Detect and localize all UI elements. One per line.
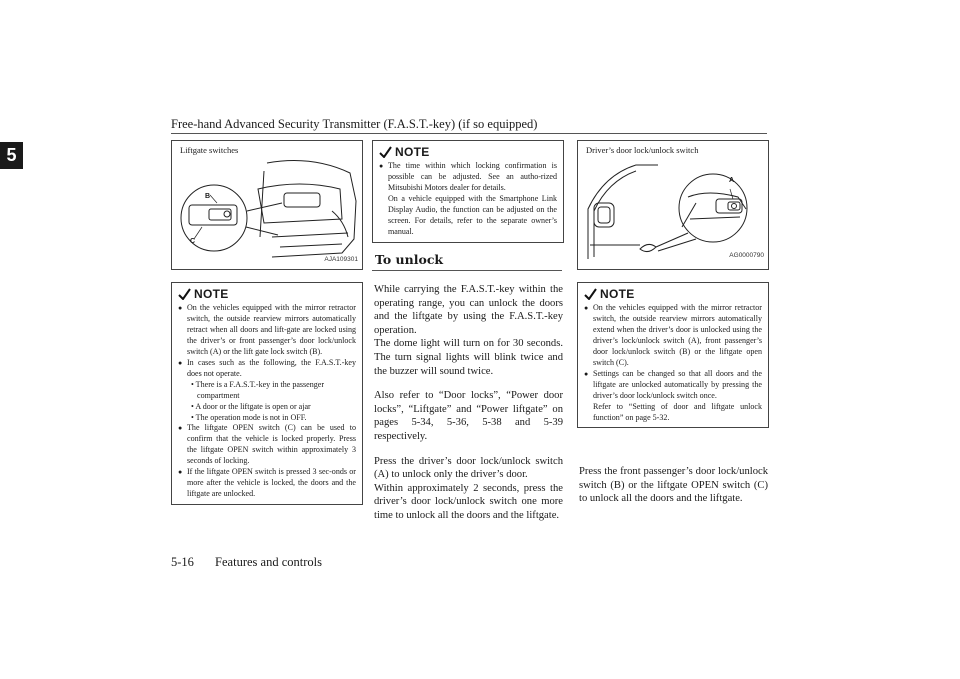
note-item-continued: Refer to “Setting of door and liftgate unlock function” on page 5-32. xyxy=(593,401,762,422)
note-label: NOTE xyxy=(395,145,430,159)
note-item: ● On the vehicles equipped with the mirror retractor switch, the outside rearview mirrors automatically retract when all doors and lift-gate are locked using the driver’s or front passenger’s door lock/unlock switch (A) or the lift gate lock switch (B). xyxy=(178,303,356,358)
figure-caption: Driver’s door lock/unlock switch xyxy=(586,145,699,155)
note-item: ● In cases such as the following, the F.A.S.T.-key does not operate. • There is a F.A.S.T.-key in the passenger compartment • A door or the liftgate is open or ajar • The operation mode is not in OFF. xyxy=(178,358,356,424)
page-footer xyxy=(171,555,322,570)
note-icon xyxy=(379,146,392,158)
footer-section: Features and controls xyxy=(215,555,322,569)
callout-b: B xyxy=(205,193,211,200)
note-item: ● If the liftgate OPEN switch is pressed 3 sec-onds or more after the vehicle is locked, the doors and the liftgate are unlocked. xyxy=(178,467,356,500)
note-sub-item: • A door or the liftgate is open or ajar xyxy=(191,401,311,411)
section-heading: To unlock xyxy=(375,252,444,267)
note-box-locking-confirmation xyxy=(372,140,564,243)
note-sub-item: • There is a F.A.S.T.-key in the passenger xyxy=(191,379,325,389)
header-divider xyxy=(171,133,767,134)
door-switch-illustration xyxy=(578,141,768,269)
note-item: ● Settings can be changed so that all doors and the liftgate are unlocked automatically by pressing the driver’s door lock/unlock switch once. Refer to “Setting of door and liftgate unlock function” on page 5-32. xyxy=(584,369,762,424)
note-label: NOTE xyxy=(194,287,229,301)
note-sub-item-continued: compartment xyxy=(197,390,240,400)
note-icon xyxy=(584,288,597,300)
figure-code: AJA109301 xyxy=(324,256,358,263)
paragraph: Press the driver’s door lock/unlock switch (A) to unlock only the driver’s door. Within approximately 2 seconds, press the driver’s door lock/unlock switch one more time to unlock all the doors and the liftgate. xyxy=(374,455,563,521)
figure-driver-door-switch xyxy=(577,140,769,270)
note-item: ● The time within which locking confirmation is possible can be adjusted. See an autho-rized Mitsubishi Motors dealer for details. On a vehicle equipped with the Smartphone Link Display Audio, the function can be adjusted on the screen. For details, refer to the separate owner’s manual. xyxy=(379,161,557,238)
page-header-title: Free-hand Advanced Security Transmitter (F.A.S.T.-key) (if so equipped) xyxy=(171,117,538,131)
paragraph: Also refer to “Door locks”, “Power door locks”, “Liftgate” and “Power liftgate” on pages 5-34, 5-36, 5-38 and 5-39 respectively. xyxy=(374,390,563,442)
note-sub-list xyxy=(187,380,356,424)
note-box-mirror-liftgate xyxy=(171,282,363,505)
note-label: NOTE xyxy=(600,287,635,301)
note-sub-item: • The operation mode is not in OFF. xyxy=(191,412,307,422)
note-icon xyxy=(178,288,191,300)
body-text-to-unlock xyxy=(374,283,563,523)
note-item-continued: On a vehicle equipped with the Smartphone Link Display Audio, the function can be adjusted on the screen. For details, refer to the separate owner’s manual. xyxy=(388,193,557,236)
liftgate-illustration xyxy=(172,141,362,269)
callout-a: A xyxy=(729,177,735,184)
paragraph: While carrying the F.A.S.T.-key within the operating range, you can unlock the doors and the liftgate by using the F.A.S.T.-key operation. The dome light will turn on for 30 seconds. The turn signal lights will blink twice and the buzzer will sound twice. xyxy=(374,284,563,377)
figure-liftgate-switches xyxy=(171,140,363,270)
page-number: 5-16 xyxy=(171,555,194,569)
note-box-mirror-unlock xyxy=(577,282,769,428)
figure-caption: Liftgate switches xyxy=(180,145,239,155)
section-divider xyxy=(372,270,562,271)
note-item: ● On the vehicles equipped with the mirror retractor switch, the outside rearview mirrors automatically extend when the driver’s door is unlocked using the driver’s lock/unlock switch (A), front passenger’s door lock/unlock switch (B) or the liftgate open switch (C). xyxy=(584,303,762,369)
figure-code: AG0000790 xyxy=(729,252,764,259)
body-text-passenger-unlock: Press the front passenger’s door lock/unlock switch (B) or the liftgate OPEN switch (C) to unlock all the doors and the liftgate. xyxy=(579,466,768,505)
chapter-tab: 5 xyxy=(0,142,23,169)
callout-c: C xyxy=(190,238,196,245)
note-item: ● The liftgate OPEN switch (C) can be used to confirm that the vehicle is locked properly. Press the liftgate OPEN switch within approximately 3 seconds of locking. xyxy=(178,423,356,467)
